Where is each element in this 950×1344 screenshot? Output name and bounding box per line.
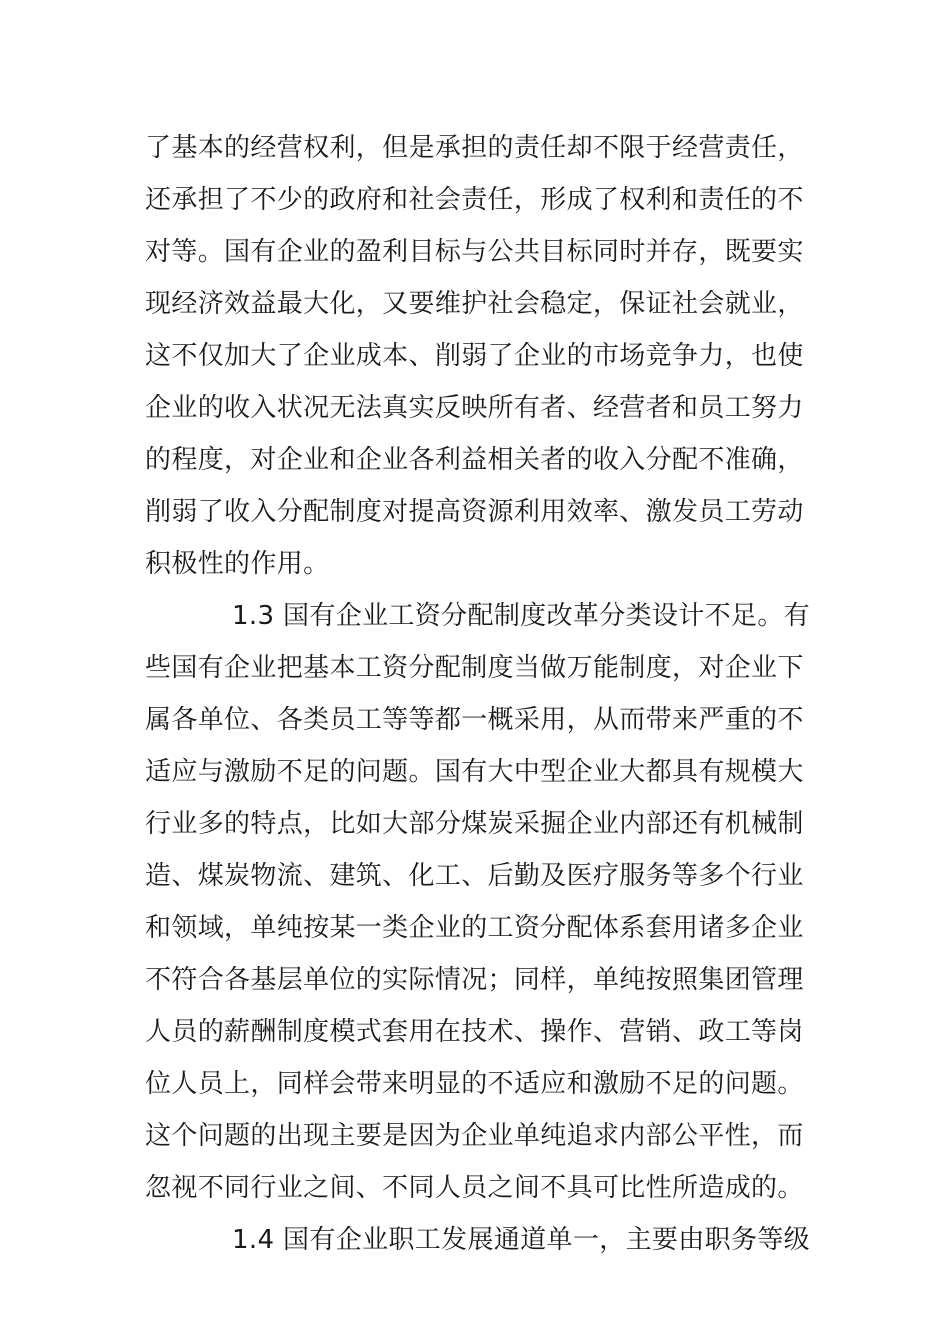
text-line-5: 这不仅加大了企业成本、削弱了企业的市场竞争力，也使	[145, 341, 804, 371]
text-line-18: 人员的薪酬制度模式套用在技术、操作、营销、政工等岗	[145, 1017, 804, 1047]
text-line-9: 积极性的作用。	[145, 549, 330, 579]
text-line-20: 这个问题的出现主要是因为企业单纯追求内部公平性，而	[145, 1121, 804, 1151]
text-line-3: 对等。国有企业的盈利目标与公共目标同时并存，既要实	[145, 237, 804, 267]
text-line-8: 削弱了收入分配制度对提高资源利用效率、激发员工劳动	[145, 497, 804, 527]
text-line-2: 还承担了不少的政府和社会责任，形成了权利和责任的不	[145, 185, 804, 215]
section-heading-1-4: 1.4 国有企业职工发展通道单一，主要由职务等级	[232, 1225, 811, 1255]
text-line-13: 适应与激励不足的问题。国有大中型企业大都具有规模大	[145, 757, 804, 787]
text-line-19: 位人员上，同样会带来明显的不适应和激励不足的问题。	[145, 1069, 804, 1099]
text-line-4: 现经济效益最大化，又要维护社会稳定，保证社会就业，	[145, 289, 804, 319]
text-line-15: 造、煤炭物流、建筑、化工、后勤及医疗服务等多个行业	[145, 861, 804, 891]
text-line-21: 忽视不同行业之间、不同人员之间不具可比性所造成的。	[145, 1173, 804, 1203]
text-line-17: 不符合各基层单位的实际情况；同样，单纯按照集团管理	[145, 965, 804, 995]
text-line-1: 了基本的经营权利，但是承担的责任却不限于经营责任，	[145, 133, 804, 163]
section-heading-1-3: 1.3 国有企业工资分配制度改革分类设计不足。有	[232, 601, 811, 631]
text-line-11: 些国有企业把基本工资分配制度当做万能制度，对企业下	[145, 653, 804, 683]
text-line-16: 和领域，单纯按某一类企业的工资分配体系套用诸多企业	[145, 913, 804, 943]
text-line-12: 属各单位、各类员工等等都一概采用，从而带来严重的不	[145, 705, 804, 735]
text-line-6: 企业的收入状况无法真实反映所有者、经营者和员工努力	[145, 393, 804, 423]
text-line-14: 行业多的特点，比如大部分煤炭采掘企业内部还有机械制	[145, 809, 804, 839]
text-line-7: 的程度，对企业和企业各利益相关者的收入分配不准确，	[145, 445, 804, 475]
